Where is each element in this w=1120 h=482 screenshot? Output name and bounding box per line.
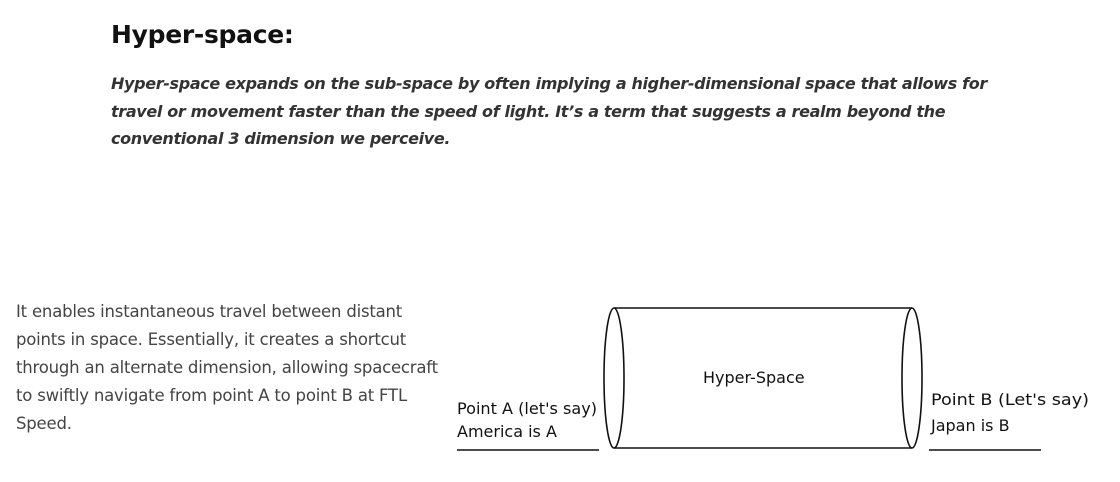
point-a-label-line1: Point A (let's say)	[457, 399, 597, 418]
tube-label: Hyper-Space	[703, 368, 805, 387]
point-b-label-line2: Japan is B	[931, 416, 1010, 435]
point-a-label-line2: America is A	[457, 422, 557, 441]
description-paragraph: It enables instantaneous travel between distant points in space. Essentially, it creates a shortcut through an alternate dimension, allowing spacecraft to swiftly navigate from point A to point B at FTL Speed.	[16, 302, 438, 433]
tube-left-end	[604, 308, 624, 448]
tube-right-end	[902, 308, 922, 448]
point-b-label-line1: Point B (Let's say)	[931, 390, 1089, 409]
page-title: Hyper-space:	[111, 20, 294, 49]
intro-paragraph: Hyper-space expands on the sub-space by often implying a higher-dimensional space that allows for travel or movement faster than the speed of light. It’s a term that suggests a realm beyond the conventional 3 dimension we perceive.	[111, 74, 987, 148]
